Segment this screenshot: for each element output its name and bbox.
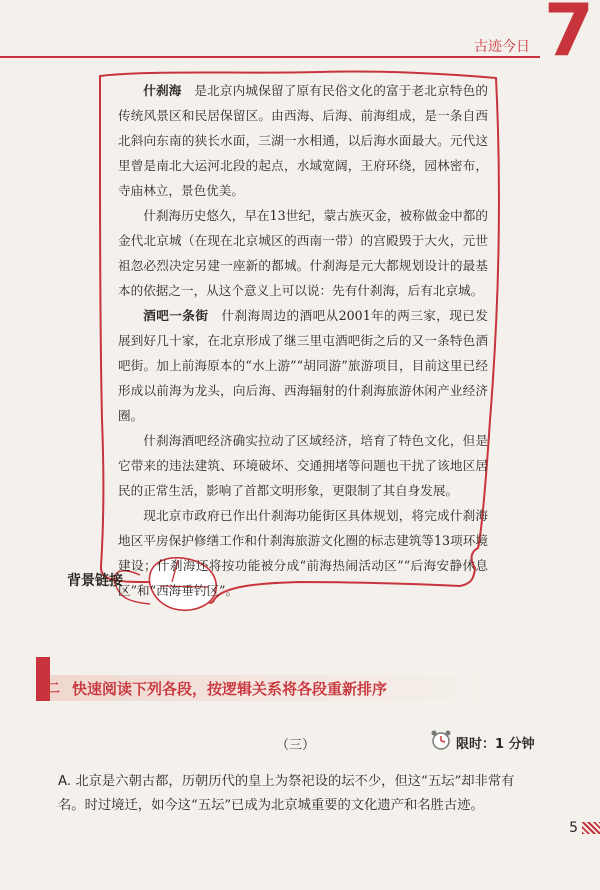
background-link-label: 背景链接	[67, 573, 123, 589]
callout-paragraph-3	[118, 303, 488, 428]
callout-paragraph-4: 什刹海酒吧经济确实拉动了区域经济，培育了特色文化，但是它带来的违法建筑、环境破坏、交通拥堵等问题也干扰了该地区居民的正常生活，影响了首都文明形象，更限制了其自身发展。	[118, 433, 488, 498]
section-title: 快速阅读下列各段，按逻辑关系将各段重新排序	[72, 680, 388, 698]
chapter-label: 古迹今日	[474, 39, 530, 55]
paragraph-a-label: A.	[58, 774, 72, 789]
paragraph-a	[58, 770, 528, 818]
chapter-number: 7	[543, 0, 594, 72]
alarm-clock-icon	[430, 729, 452, 751]
corner-decoration	[582, 822, 600, 834]
time-limit: 限时：1 分钟	[456, 737, 535, 752]
callout-text-1: 是北京内城保留了原有民俗文化的富于老北京特色的传统风景区和民居保留区。由西海、后海、前海组成，是一条自西北斜向东南的狭长水面，三湖一水相通，以后海水面最大。元代这里曾是南北大运河北段的起点，水域宽阔，王府环绕，园林密布，寺庙林立，景色优美。	[118, 83, 489, 198]
paragraph-a-text: 北京是六朝古都，历朝历代的皇上为祭祀设的坛不少，但这“五坛”却非常有名。时过境迁，如今这“五坛”已成为北京城重要的文化遗产和名胜古迹。	[58, 774, 515, 813]
page-number: 5	[569, 820, 578, 836]
callout-paragraph-5: 现北京市政府已作出什刹海功能街区具体规划，将完成什刹海地区平房保护修缮工作和什刹海旅游文化圈的标志建筑等13项环境建设；什刹海还将按功能被分成“前海热闹活动区”“后海安静休息区”和“西海垂钓区”。	[118, 508, 488, 598]
term-shichahai: 什刹海	[143, 83, 182, 98]
section-number: 二	[46, 681, 60, 697]
callout-paragraph-2: 什刹海历史悠久，早在13世纪，蒙古族灭金，被称做金中都的金代北京城（在现在北京城区的西南一带）的宫殿毁于大火，元世祖忽必烈决定另建一座新的都城。什刹海是元大都规划设计的最基本的依据之一，从这个意义上可以说：先有什刹海，后有北京城。	[118, 208, 488, 298]
background-callout	[118, 78, 488, 603]
callout-paragraph-1	[118, 78, 488, 203]
subsection-number: （三）	[276, 738, 316, 753]
header-rule	[0, 56, 540, 58]
callout-text-3: 什刹海周边的酒吧从2001年的两三家，现已发展到好几十家，在北京形成了继三里屯酒吧街之后的又一条特色酒吧街。加上前海原本的“水上游”“胡同游”旅游项目，目前这里已经形成以前海为龙头，向后海、西海辐射的什刹海旅游休闲产业经济圈。	[118, 308, 488, 423]
term-bar-street: 酒吧一条街	[143, 308, 209, 323]
